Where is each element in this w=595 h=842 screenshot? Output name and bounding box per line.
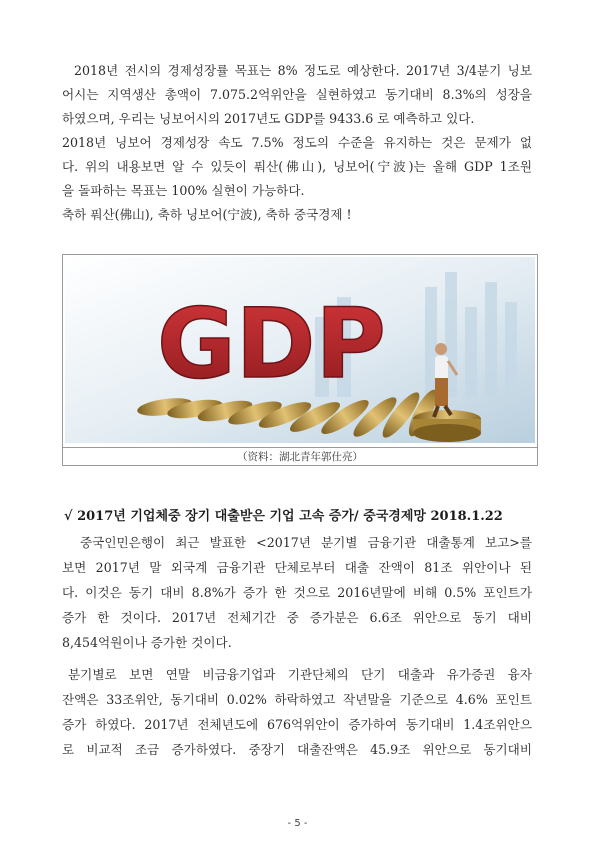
text-line: 분기별로 보면 연말 비금융기업과 기관단체의 단기 대출과 유가증권 융자 <box>68 667 532 682</box>
text-line: 증가 하였다. 2017년 전체년도에 676억위안이 증가하여 동기대비 1.4조위안으 <box>62 717 532 732</box>
text-line: 중국인민은행이 최근 발표한 <2017년 분기별 금융기관 대출통계 보고>를 <box>80 535 532 550</box>
text-line: 하였으며, 우리는 닝보어시의 2017년도 GDP를 9433.6 로 예측하고 있다. <box>62 111 475 126</box>
page-number: - 5 - <box>287 818 308 829</box>
text-line: 증가 한 것이다. 2017년 전체기간 중 증가분은 6.6조 위안으로 동기 대비 <box>62 610 532 625</box>
text-line: 보면 2017년 말 외국계 금융기관 단체로부터 대출 잔액이 81조 위안이나 된 <box>62 560 532 575</box>
text-line: 8,454억원이나 증가한 것이다. <box>62 635 232 650</box>
text-line: 을 돌파하는 목표는 100% 실현이 가능하다. <box>62 183 305 198</box>
text-line: 다. 이것은 동기 대비 8.8%가 증가 한 것으로 2016년말에 비해 0.5% 포인트가 <box>62 585 532 600</box>
figure-caption: （资料：湖北青年郭仕亮） <box>63 447 537 467</box>
text-line: 어시는 지역생산 총액이 7.075.2억위안을 실현하였고 동기대비 8.3%의 성장을 <box>62 87 532 102</box>
text-line: 축하 풔산(佛山), 축하 닝보어(宁波), 축하 중국경제 ! <box>62 207 352 222</box>
section-heading: √ 2017년 기업체중 장기 대출받은 기업 고속 증가/ 중국경제망 2018.1.22 <box>64 509 503 524</box>
gdp-letters: GDP <box>157 288 386 400</box>
text-line: 잔액은 33조위안, 동기대비 0.02% 하락하였고 작년말을 기준으로 4.6% 포인트 <box>62 692 532 707</box>
text-line: 2018년 전시의 경제성장률 목표는 8% 정도로 예상한다. 2017년 3/4분기 닝보 <box>74 63 532 78</box>
text-line: 2018년 닝보어 경제성장 속도 7.5% 정도의 수준을 유지하는 것은 문제가 없 <box>62 135 532 150</box>
gdp-illustration-svg <box>65 257 535 443</box>
text-line: 로 비교적 조금 증가하였다. 중장기 대출잔액은 45.9조 위안으로 동기대비 <box>62 742 532 757</box>
gdp-figure <box>62 254 538 466</box>
gdp-illustration <box>65 257 535 443</box>
text-line: 다. 위의 내용보면 알 수 있듯이 풔산(佛山), 닝보어(宁波)는 올해 GDP 1조원 <box>62 159 532 174</box>
